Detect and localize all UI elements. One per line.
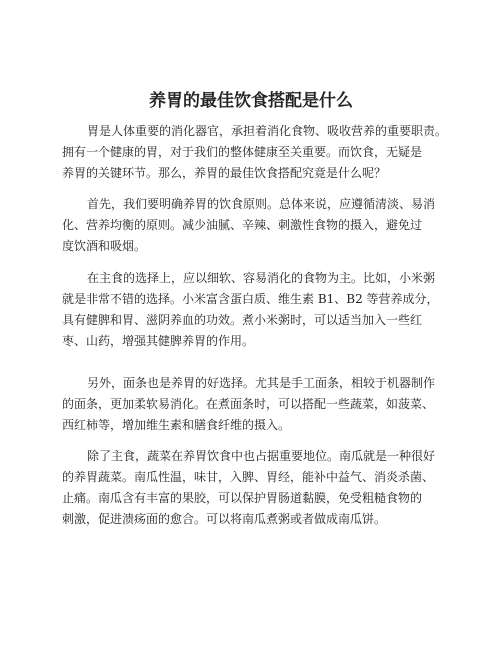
paragraph-line: 另外，面条也是养胃的好选择。尤其是手工面条，相较于机器制作 [87, 376, 436, 390]
paragraph-noodles [62, 373, 462, 436]
paragraph-line: 首先，我们要明确养胃的饮食原则。总体来说，应遵循清淡、易消 [87, 197, 436, 211]
paragraph-line: 除了主食，蔬菜在养胃饮食中也占据重要地位。南瓜就是一种很好 [87, 449, 436, 463]
paragraph-line: 在主食的选择上，应以细软、容易消化的食物为主。比如，小米粥 [87, 271, 436, 285]
paragraph-vegetables [62, 446, 462, 530]
paragraph-line: 枣、山药，增强其健脾养胃的作用。 [62, 334, 255, 348]
paragraph-line: 西红柿等，增加维生素和膳食纤维的摄入。 [62, 418, 291, 432]
paragraph-line: 的面条，更加柔软易消化。在煮面条时，可以搭配一些蔬菜，如菠菜、 [62, 397, 435, 411]
paragraph-line: 度饮酒和吸烟。 [62, 239, 147, 253]
paragraph-line: 化、营养均衡的原则。减少油腻、辛辣、刺激性食物的摄入，避免过 [62, 218, 423, 232]
paragraph-line: 就是非常不错的选择。小米富含蛋白质、维生素 B1、B2 等营养成分， [62, 292, 439, 306]
document-title: 养胃的最佳饮食搭配是什么 [149, 91, 353, 111]
paragraph-line: 的养胃蔬菜。南瓜性温，味甘，入脾、胃经，能补中益气、消炎杀菌、 [62, 470, 435, 484]
paragraph-line: 养胃的关键环节。那么，养胃的最佳饮食搭配究竟是什么呢？ [62, 166, 387, 180]
paragraph-staple-food [62, 268, 462, 352]
paragraph-line: 胃是人体重要的消化器官，承担着消化食物、吸收营养的重要职责。 [87, 124, 448, 138]
paragraph-line: 具有健脾和胃、滋阴养血的功效。煮小米粥时，可以适当加入一些红 [62, 313, 423, 327]
paragraph-intro [62, 121, 462, 184]
paragraph-line: 止痛。南瓜含有丰富的果胶，可以保护胃肠道黏膜，免受粗糙食物的 [62, 491, 423, 505]
paragraph-principles [62, 194, 462, 257]
paragraph-line: 拥有一个健康的胃，对于我们的整体健康至关重要。而饮食，无疑是 [62, 145, 423, 159]
paragraph-line: 刺激，促进溃疡面的愈合。可以将南瓜煮粥或者做成南瓜饼。 [62, 512, 387, 526]
